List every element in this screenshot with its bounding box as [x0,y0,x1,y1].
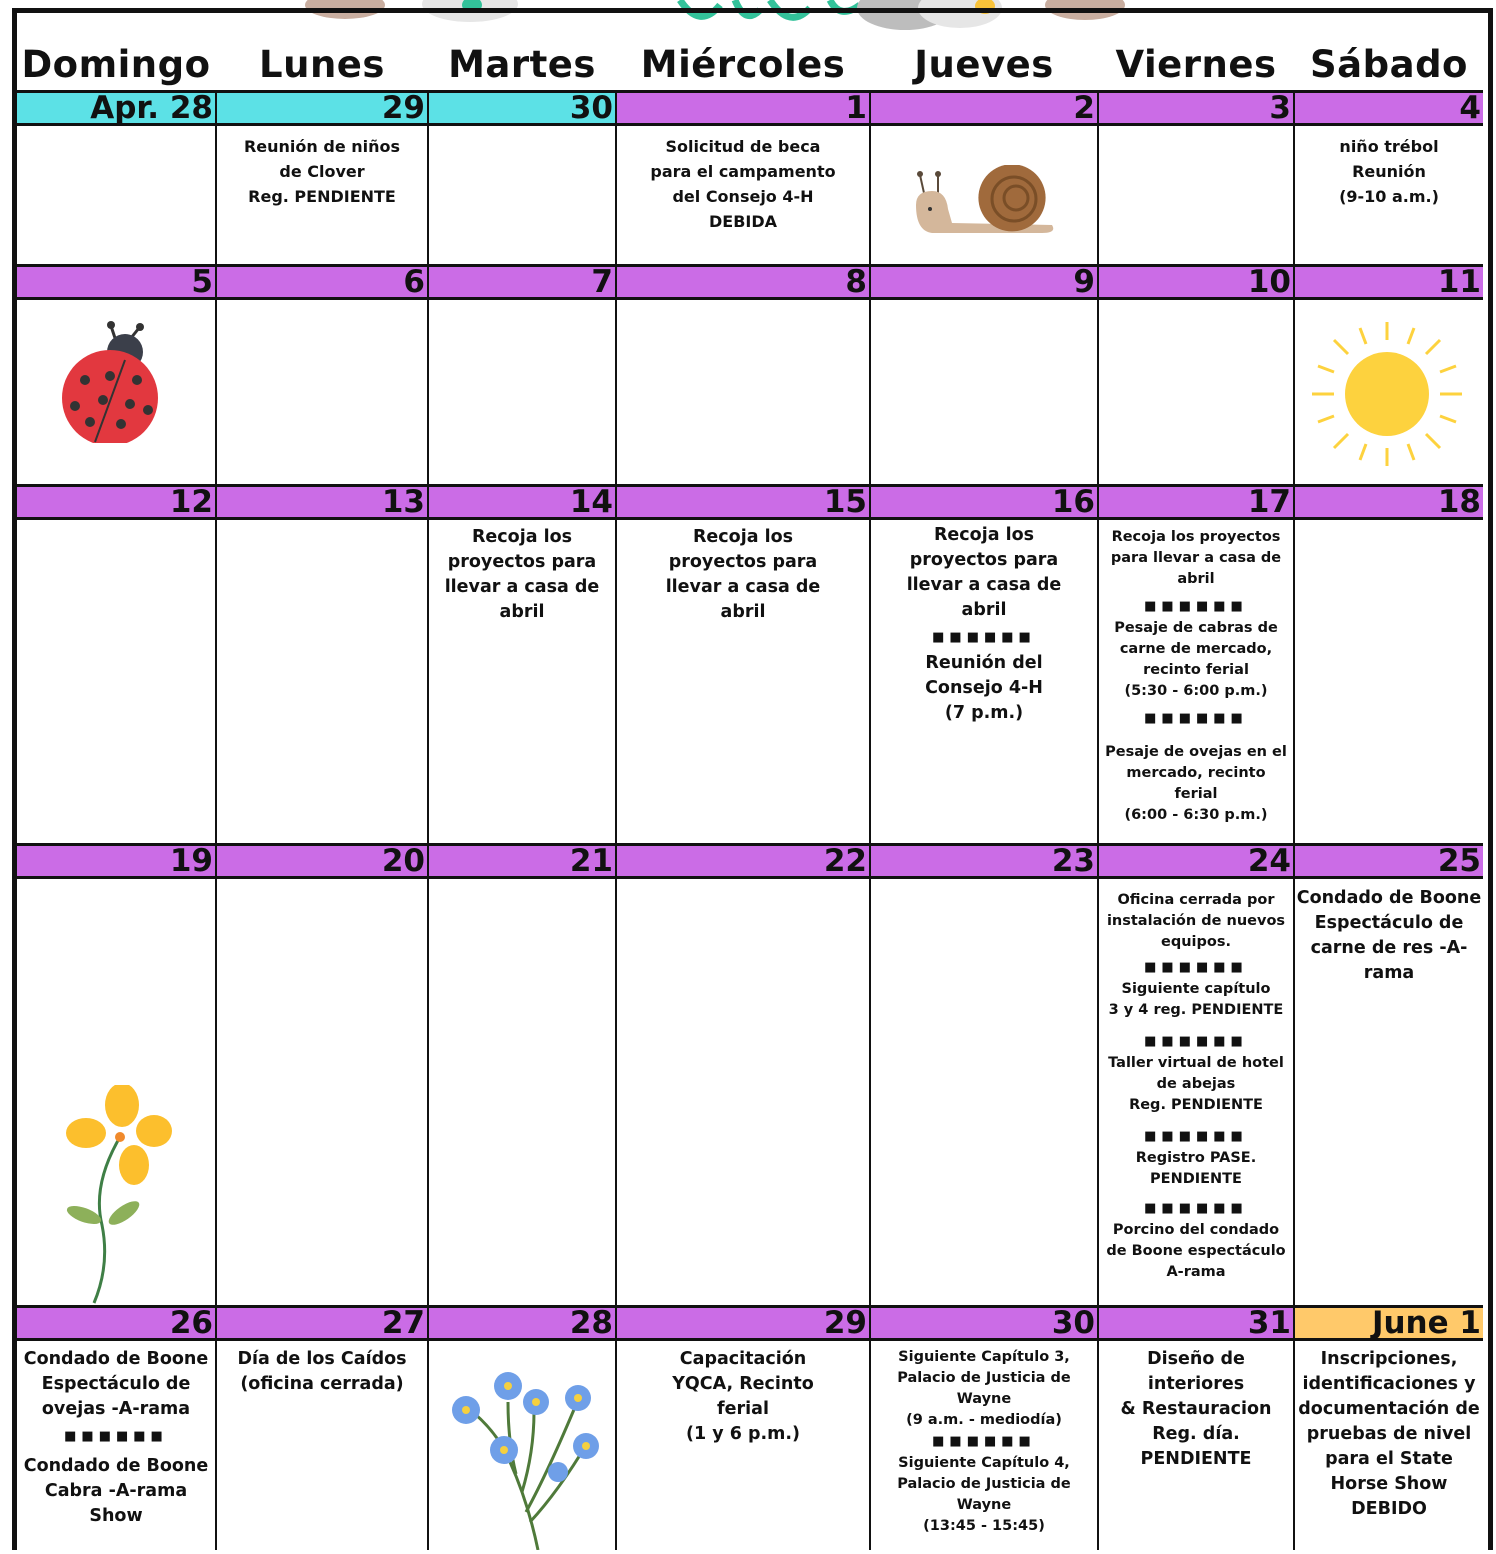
yellow-flower-icon [62,1085,177,1309]
separator: ■■■■■■ [1144,711,1248,726]
weekday-sunday: Domingo [21,43,211,86]
event-next-chapter: Siguiente Capítulo 3, Palacio de Justicia de Wayne (9 a.m. - mediodía) ■■■■■■ Siguiente Capítulo 4, Palacio de Justicia de Wayne (13:45 - 15:45) [871,1347,1097,1537]
day-number: 13 [217,484,427,520]
weekday-friday: Viernes [1115,43,1277,86]
day-number-apr28: Apr. 28 [17,90,215,126]
day-number: 2 [871,90,1097,126]
day-number: 26 [17,1305,215,1341]
separator: ■■■■■■ [932,1434,1036,1449]
day-number: 28 [429,1305,615,1341]
day-number: 23 [871,843,1097,879]
event-project-pickup: Recoja los proyectos para llevar a casa de abril [665,527,821,622]
event-beef-show: Condado de Boone Espectáculo de carne de res -A- rama [1296,888,1482,983]
event-list-17: Recoja los proyectos para llevar a casa de abril ■■■■■■ Pesaje de cabras de carne de mercado, recinto ferial (5:30 - 6:00 p.m.) ■■■■■■ Pesaje de ovejas en el mercado, recinto ferial (6:00 - 6:30 p.m.) [1099,527,1293,826]
event-sheep-goat-show: Condado de Boone Espectáculo de ovejas -A-rama ■■■■■■ Condado de Boone Cabra -A-rama Show [17,1347,215,1529]
day-number: 15 [617,484,869,520]
event-project-pickup: Recoja los proyectos para llevar a casa de abril ■■■■■■ Reunión del Consejo 4-H (7 p.m.) [871,523,1097,726]
day-number: 25 [1295,843,1483,879]
blue-flowers-icon [438,1362,608,1554]
day-number: 11 [1295,264,1483,300]
day-number: 18 [1295,484,1483,520]
day-number: 3 [1099,90,1293,126]
weekday-monday: Lunes [259,43,385,86]
day-number: 19 [17,843,215,879]
day-number: 12 [17,484,215,520]
event-interior-design: Diseño de interiores & Restauracion Reg. día. PENDIENTE [1120,1349,1272,1469]
day-number: 29 [217,90,427,126]
day-number: 6 [217,264,427,300]
day-number: 29 [617,1305,869,1341]
weekday-tuesday: Martes [448,43,596,86]
event-clover-meeting: Reunión de niños de Clover Reg. PENDIENTE [243,137,401,206]
sun-icon [1310,318,1465,472]
separator: ■■■■■■ [1144,599,1248,614]
separator: ■■■■■■ [64,1429,168,1444]
day-number: 20 [217,843,427,879]
separator: ■■■■■■ [1144,1201,1248,1216]
ladybug-icon [55,318,175,447]
event-list-24: Oficina cerrada por instalación de nuevos equipos. ■■■■■■ Siguiente capítulo 3 y 4 reg. PENDIENTE ■■■■■■ Taller virtual de hotel de abejas Reg. PENDIENTE ■■■■■■ Registro PASE. PENDIENTE ■■■■■■ Porcino del condado de Boone espectáculo A-rama [1099,890,1293,1283]
snail-icon [912,165,1062,241]
separator: ■■■■■■ [1144,1034,1248,1049]
event-scholarship: Solicitud de beca para el campamento del Consejo 4-H DEBIDA [650,137,836,231]
day-number: 27 [217,1305,427,1341]
day-number: 8 [617,264,869,300]
day-number: 31 [1099,1305,1293,1341]
day-number: 9 [871,264,1097,300]
separator: ■■■■■■ [932,630,1036,645]
day-number: 4 [1295,90,1483,126]
day-number: 30 [429,90,615,126]
day-number: 17 [1099,484,1293,520]
day-number: 5 [17,264,215,300]
day-number: 21 [429,843,615,879]
day-number: 10 [1099,264,1293,300]
day-number: 30 [871,1305,1097,1341]
weekday-wednesday: Miércoles [640,43,846,86]
event-horse-show: Inscripciones, identificaciones y documentación de pruebas de nivel para el State Horse Show DEBIDO [1298,1349,1480,1519]
event-clover-kid-meeting: niño trébol Reunión (9-10 a.m.) [1339,137,1439,206]
day-number: 1 [617,90,869,126]
weekday-saturday: Sábado [1310,43,1468,86]
day-number-june1: June 1 [1295,1305,1483,1341]
separator: ■■■■■■ [1144,960,1248,975]
separator: ■■■■■■ [1144,1129,1248,1144]
event-yqca-training: Capacitación YQCA, Recinto ferial (1 y 6 p.m.) [672,1349,814,1444]
weekday-thursday: Jueves [914,43,1054,86]
event-memorial-day: Día de los Caídos (oficina cerrada) [237,1349,407,1394]
event-project-pickup: Recoja los proyectos para llevar a casa de abril [444,527,600,622]
day-number: 24 [1099,843,1293,879]
day-number: 16 [871,484,1097,520]
day-number: 22 [617,843,869,879]
day-number: 7 [429,264,615,300]
day-number: 14 [429,484,615,520]
